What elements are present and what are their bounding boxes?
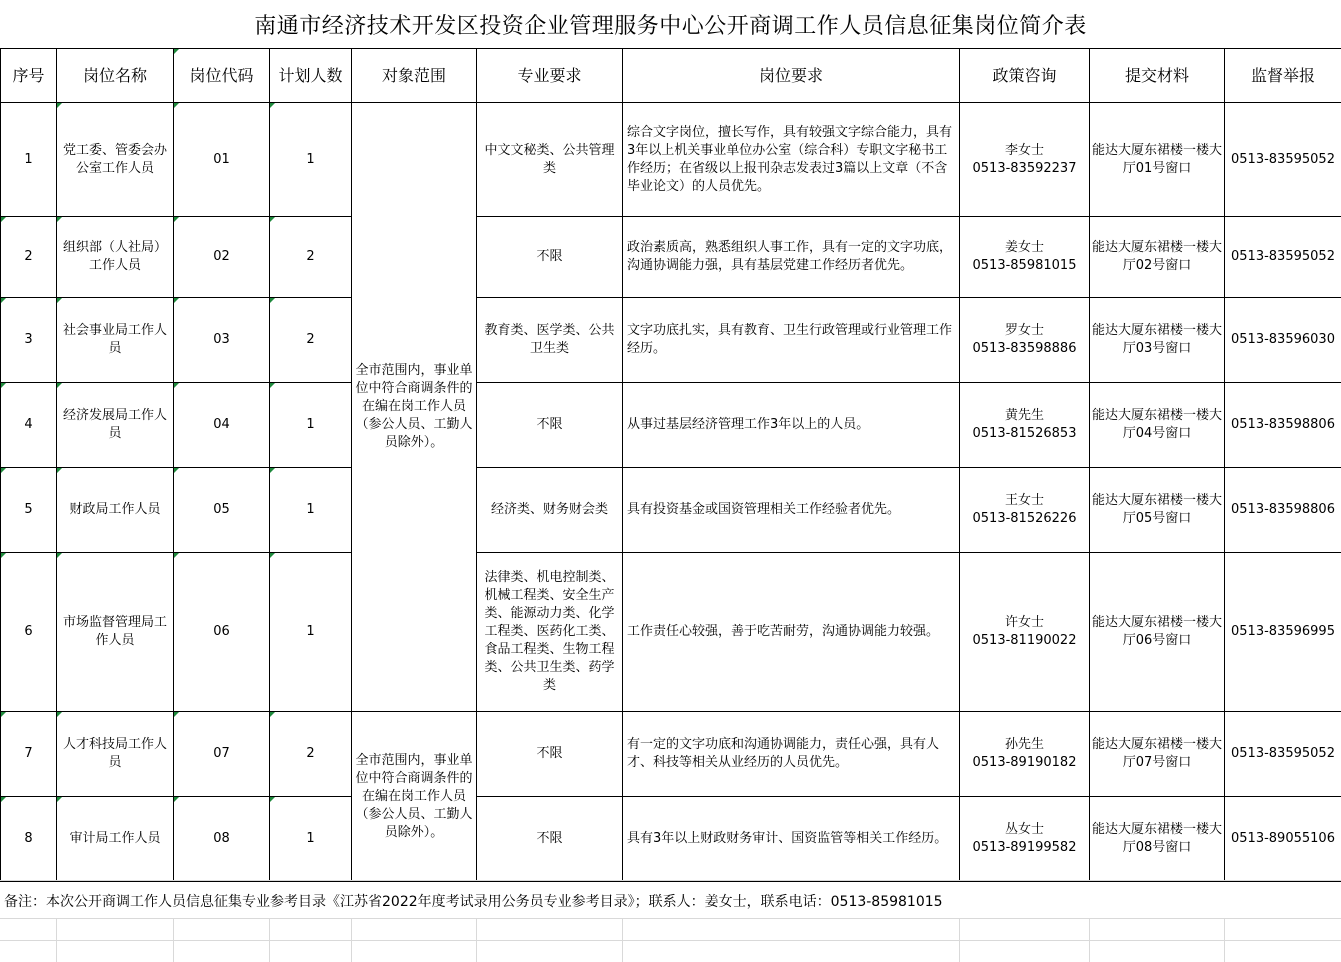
table-row — [1, 468, 1341, 553]
cell-consult — [960, 797, 1090, 882]
cell-scope: 全市范围内，事业单位中符合商调条件的在编在岗工作人员（参公人员、工勤人员除外）。 — [352, 103, 477, 712]
contact-name: 王女士 — [1004, 493, 1044, 508]
cell-materials: 能达大厦东裙楼一楼大厅04号窗口 — [1090, 383, 1225, 468]
cell-consult — [960, 383, 1090, 468]
cell-position-code: 06 — [174, 553, 270, 712]
header-plan: 计划人数 — [270, 49, 352, 103]
cell-position-name: 市场监督管理局工作人员 — [57, 553, 174, 712]
empty-sheet-rows — [0, 918, 1341, 962]
cell-supervise: 0513-83595052 — [1225, 103, 1341, 217]
gridline — [0, 940, 1341, 941]
cell-plan: 1 — [270, 468, 352, 553]
cell-plan: 1 — [270, 797, 352, 882]
contact-name: 罗女士 — [1004, 323, 1044, 338]
header-seq: 序号 — [1, 49, 57, 103]
cell-supervise: 0513-89055106 — [1225, 797, 1341, 882]
cell-position-name: 组织部（人社局）工作人员 — [57, 217, 174, 298]
header-position-code: 岗位代码 — [174, 49, 270, 103]
cell-major: 不限 — [477, 712, 623, 797]
table-row — [1, 553, 1341, 712]
cell-position-code: 02 — [174, 217, 270, 298]
contact-phone: 0513-89190182 — [972, 755, 1077, 770]
cell-major: 经济类、财务财会类 — [477, 468, 623, 553]
header-major: 专业要求 — [477, 49, 623, 103]
gridline — [0, 918, 1341, 919]
cell-materials: 能达大厦东裙楼一楼大厅07号窗口 — [1090, 712, 1225, 797]
cell-major: 不限 — [477, 383, 623, 468]
table-title: 南通市经济技术开发区投资企业管理服务中心公开商调工作人员信息征集岗位简介表 — [254, 13, 1087, 39]
contact-name: 许女士 — [1004, 615, 1044, 630]
cell-seq: 6 — [1, 553, 57, 712]
table-row — [1, 712, 1341, 797]
cell-position-name: 人才科技局工作人员 — [57, 712, 174, 797]
cell-major: 不限 — [477, 217, 623, 298]
positions-table — [0, 48, 1341, 882]
cell-position-code: 05 — [174, 468, 270, 553]
cell-supervise: 0513-83595052 — [1225, 217, 1341, 298]
table-row — [1, 797, 1341, 882]
cell-requirement: 具有3年以上财政财务审计、国资监管等相关工作经历。 — [623, 797, 960, 882]
cell-consult — [960, 217, 1090, 298]
contact-name: 姜女士 — [1004, 240, 1044, 255]
cell-supervise: 0513-83596030 — [1225, 298, 1341, 383]
gridline — [959, 918, 960, 962]
contact-name: 李女士 — [1004, 142, 1044, 158]
cell-consult — [960, 298, 1090, 383]
cell-position-name: 财政局工作人员 — [57, 468, 174, 553]
cell-consult — [960, 553, 1090, 712]
cell-requirement: 综合文字岗位，擅长写作，具有较强文字综合能力，具有3年以上机关事业单位办公室（综合科）专职文字秘书工作经历；在省级以上报刊杂志发表过3篇以上文章（不含毕业论文）的人员优先。 — [623, 103, 960, 217]
cell-position-name: 党工委、管委会办公室工作人员 — [57, 103, 174, 217]
header-position-name: 岗位名称 — [57, 49, 174, 103]
cell-plan: 1 — [270, 383, 352, 468]
gridline — [269, 918, 270, 962]
cell-requirement: 具有投资基金或国资管理相关工作经验者优先。 — [623, 468, 960, 553]
cell-position-code: 01 — [174, 103, 270, 217]
contact-phone: 0513-85981015 — [972, 258, 1077, 273]
gridline — [622, 918, 623, 962]
cell-position-name: 审计局工作人员 — [57, 797, 174, 882]
cell-seq: 1 — [1, 103, 57, 217]
contact-phone: 0513-81190022 — [972, 633, 1077, 648]
cell-materials: 能达大厦东裙楼一楼大厅03号窗口 — [1090, 298, 1225, 383]
cell-requirement: 政治素质高，熟悉组织人事工作，具有一定的文字功底，沟通协调能力强，具有基层党建工作经历者优先。 — [623, 217, 960, 298]
cell-materials: 能达大厦东裙楼一楼大厅01号窗口 — [1090, 103, 1225, 217]
cell-plan: 1 — [270, 553, 352, 712]
contact-name: 丛女士 — [1004, 822, 1044, 837]
cell-requirement: 文字功底扎实，具有教育、卫生行政管理或行业管理工作经历。 — [623, 298, 960, 383]
cell-plan: 1 — [270, 103, 352, 217]
cell-position-name: 社会事业局工作人员 — [57, 298, 174, 383]
cell-major: 中文文秘类、公共管理类 — [477, 103, 623, 217]
contact-phone: 0513-81526226 — [972, 511, 1077, 526]
cell-materials: 能达大厦东裙楼一楼大厅06号窗口 — [1090, 553, 1225, 712]
cell-materials: 能达大厦东裙楼一楼大厅05号窗口 — [1090, 468, 1225, 553]
header-consult: 政策咨询 — [960, 49, 1090, 103]
cell-seq: 8 — [1, 797, 57, 882]
cell-major: 不限 — [477, 797, 623, 882]
cell-position-code: 04 — [174, 383, 270, 468]
header-supervise: 监督举报 — [1225, 49, 1341, 103]
table-row — [1, 217, 1341, 298]
gridline — [56, 918, 57, 962]
header-requirement: 岗位要求 — [623, 49, 960, 103]
cell-position-code: 07 — [174, 712, 270, 797]
cell-seq: 4 — [1, 383, 57, 468]
cell-major: 法律类、机电控制类、机械工程类、安全生产类、能源动力类、化学工程类、医药化工类、食品工程类、生物工程类、公共卫生类、药学类 — [477, 553, 623, 712]
cell-requirement: 工作责任心较强，善于吃苦耐劳，沟通协调能力较强。 — [623, 553, 960, 712]
cell-seq: 5 — [1, 468, 57, 553]
cell-supervise: 0513-83595052 — [1225, 712, 1341, 797]
header-row — [1, 49, 1341, 103]
cell-supervise: 0513-83598806 — [1225, 468, 1341, 553]
gridline — [476, 918, 477, 962]
cell-materials: 能达大厦东裙楼一楼大厅08号窗口 — [1090, 797, 1225, 882]
contact-phone: 0513-83598886 — [972, 341, 1077, 356]
cell-position-code: 08 — [174, 797, 270, 882]
cell-consult — [960, 712, 1090, 797]
cell-seq: 2 — [1, 217, 57, 298]
cell-requirement: 从事过基层经济管理工作3年以上的人员。 — [623, 383, 960, 468]
cell-position-name: 经济发展局工作人员 — [57, 383, 174, 468]
cell-consult — [960, 468, 1090, 553]
cell-supervise: 0513-83598806 — [1225, 383, 1341, 468]
contact-name: 黄先生 — [1004, 408, 1044, 423]
cell-consult — [960, 103, 1090, 217]
cell-scope: 全市范围内，事业单位中符合商调条件的在编在岗工作人员（参公人员、工勤人员除外）。 — [352, 712, 477, 882]
cell-seq: 3 — [1, 298, 57, 383]
cell-position-code: 03 — [174, 298, 270, 383]
header-materials: 提交材料 — [1090, 49, 1225, 103]
cell-major: 教育类、医学类、公共卫生类 — [477, 298, 623, 383]
header-scope: 对象范围 — [352, 49, 477, 103]
sheet-gridline — [0, 880, 1341, 881]
cell-plan: 2 — [270, 217, 352, 298]
table-row — [1, 103, 1341, 217]
gridline — [173, 918, 174, 962]
gridline — [1089, 918, 1090, 962]
contact-phone: 0513-81526853 — [972, 426, 1077, 441]
table-row — [1, 298, 1341, 383]
gridline — [351, 918, 352, 962]
gridline — [1224, 918, 1225, 962]
cell-requirement: 有一定的文字功底和沟通协调能力，责任心强，具有人才、科技等相关从业经历的人员优先。 — [623, 712, 960, 797]
footnote: 备注：本次公开商调工作人员信息征集专业参考目录《江苏省2022年度考试录用公务员专业参考目录》；联系人：姜女士，联系电话：0513-85981015 — [4, 894, 943, 910]
cell-seq: 7 — [1, 712, 57, 797]
cell-plan: 2 — [270, 298, 352, 383]
cell-supervise: 0513-83596995 — [1225, 553, 1341, 712]
contact-name: 孙先生 — [1004, 737, 1044, 752]
cell-plan: 2 — [270, 712, 352, 797]
table-row — [1, 383, 1341, 468]
contact-phone: 0513-83592237 — [972, 160, 1077, 176]
cell-materials: 能达大厦东裙楼一楼大厅02号窗口 — [1090, 217, 1225, 298]
contact-phone: 0513-89199582 — [972, 840, 1077, 855]
